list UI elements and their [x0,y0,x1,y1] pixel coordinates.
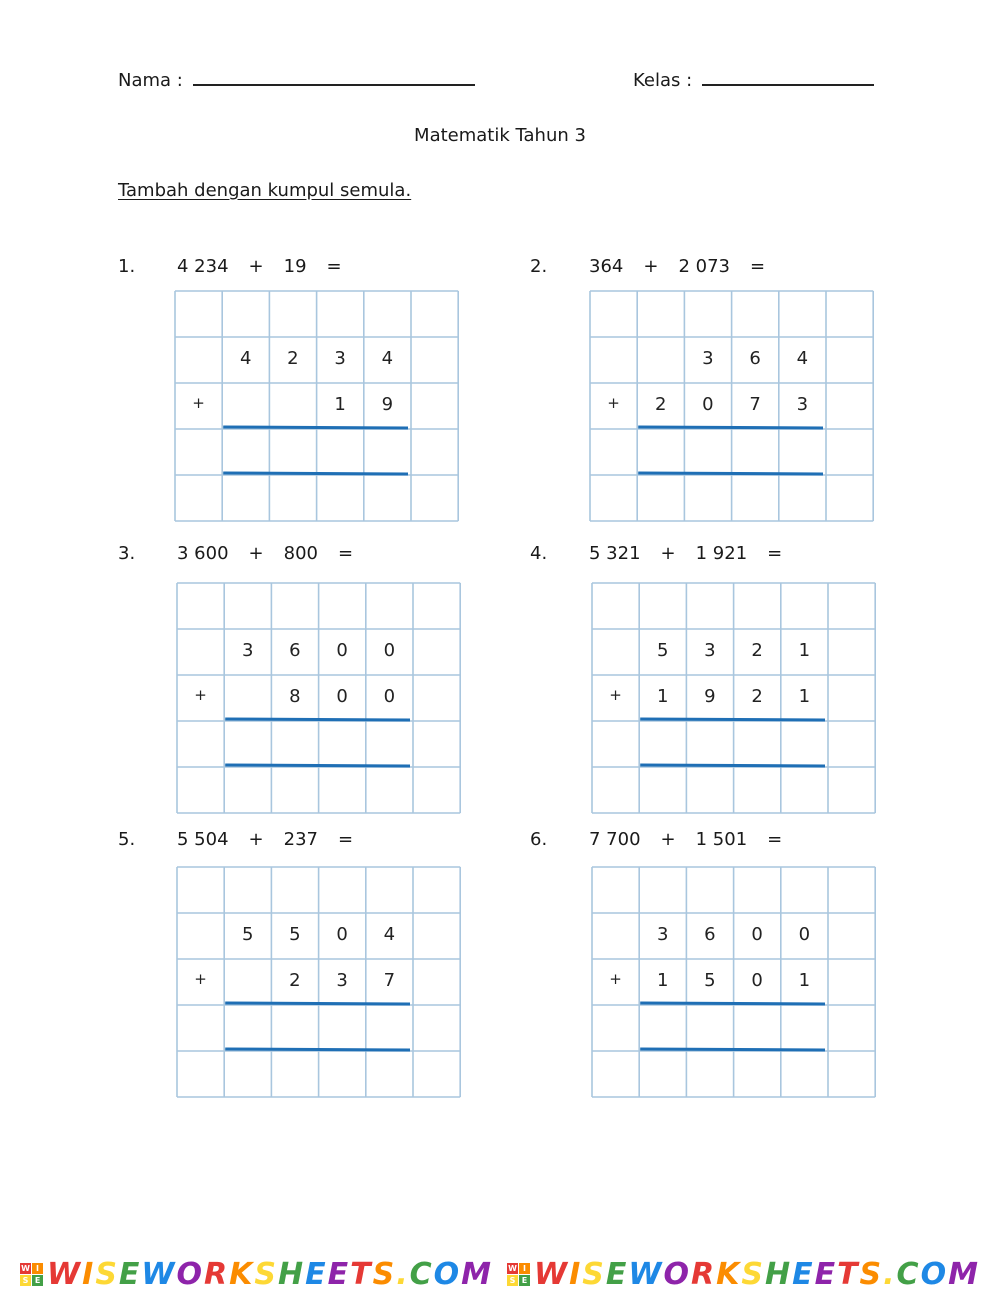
brand-letter: S [582,1256,606,1292]
answer-line [640,1049,825,1050]
question-expression [177,829,373,850]
digit-cell: 4 [796,348,809,369]
expr-b: 19 [283,256,307,277]
expr-b: 1 921 [695,543,748,564]
digit-cell: 0 [751,924,763,945]
brand-letter: R [690,1256,717,1292]
name-blank-line[interactable] [193,72,475,86]
question-number: 1. [118,256,136,277]
brand-letter: S [372,1256,397,1292]
logo-letter: S [507,1275,518,1286]
digit-cell: 0 [336,924,348,945]
brand-letter: M [948,1256,980,1292]
answer-line [225,1049,410,1050]
answer-grid[interactable] [591,582,876,814]
digit-cell: 6 [289,640,301,661]
plus-sign: + [194,686,207,704]
question-expression [177,543,373,564]
digit-cell: 5 [656,640,669,661]
expr-op: + [643,256,659,277]
brand-letter: W [534,1256,570,1292]
answer-line [640,719,825,720]
digit-cell: 0 [702,394,714,415]
brand-letter: T [350,1256,373,1292]
page-title: Matematik Tahun 3 [414,125,586,146]
digit-cell: 0 [383,686,396,707]
digit-cell: 5 [289,924,301,945]
brand-letter: S [95,1256,119,1292]
answer-line [225,1003,410,1004]
plus-sign: + [609,686,622,704]
brand-logo-icon [20,1263,43,1286]
brand-letter: H [764,1256,793,1292]
answer-grid[interactable] [174,290,459,522]
digit-cell: 8 [289,686,301,707]
plus-sign: + [194,970,207,988]
digit-cell: 9 [381,394,394,415]
digit-cell: 1 [798,970,811,991]
digit-cell: 3 [702,348,714,369]
digit-cell: 1 [798,686,811,707]
digit-cell: 3 [336,970,348,991]
expr-a: 4 234 [177,256,229,277]
expr-op: + [660,829,676,850]
brand-block-2 [507,1257,980,1292]
expr-b: 237 [283,829,318,850]
instruction: Tambah dengan kumpul semula. [118,180,412,201]
digit-cell: 0 [336,686,348,707]
digit-cell: 2 [751,686,763,707]
logo-letter: W [508,1263,517,1273]
footer-watermark [0,1254,1000,1294]
digit-cell: 0 [336,640,348,661]
expr-eq: = [767,543,783,564]
brand-letter: . [883,1256,897,1292]
digit-cell: 6 [704,924,716,945]
digit-cell: 0 [751,970,763,991]
logo-letter: W [21,1263,30,1273]
brand-letter: M [461,1256,493,1292]
answer-grid[interactable] [591,866,876,1098]
class-label: Kelas : [633,70,693,91]
digit-cell: 3 [656,924,669,945]
answer-line [638,427,823,428]
question-number: 4. [530,543,548,564]
expr-eq: = [326,256,342,277]
digit-cell: 0 [798,924,811,945]
brand-letter: W [141,1256,177,1292]
brand-letter: R [204,1256,230,1292]
digit-cell: 1 [656,686,669,707]
brand-letter: E [814,1256,838,1292]
answer-grid[interactable] [589,290,874,522]
brand-letter: . [396,1256,410,1292]
brand-letter: S [254,1256,278,1292]
brand-letter: E [792,1256,815,1292]
brand-letter: K [229,1256,255,1292]
logo-letter: S [20,1275,31,1286]
class-field [633,70,874,91]
digit-cell: 7 [749,394,761,415]
brand-logo-icon [507,1263,530,1286]
brand-text [534,1257,980,1292]
plus-sign: + [607,394,620,412]
brand-letter: I [569,1256,583,1292]
brand-letter: S [859,1256,884,1292]
digit-cell: 4 [239,348,252,369]
expr-op: + [248,543,264,564]
answer-line [638,473,823,474]
expr-eq: = [749,256,766,277]
plus-sign: + [192,394,205,412]
question-number: 3. [118,543,136,564]
brand-letter: E [605,1256,629,1292]
digit-cell: 3 [241,640,254,661]
answer-grid[interactable] [176,866,461,1098]
answer-line [225,719,410,720]
brand-letter: O [176,1256,205,1292]
question-expression [589,256,785,277]
brand-letter: C [896,1256,921,1292]
digit-cell: 4 [381,348,394,369]
logo-letter: I [519,1263,530,1274]
name-field [118,70,475,91]
digit-cell: 2 [654,394,667,415]
brand-letter: O [920,1256,949,1292]
question-expression [589,829,802,850]
answer-line [640,1003,825,1004]
expr-a: 3 600 [177,543,229,564]
name-label: Nama : [118,70,183,91]
digit-cell: 3 [334,348,346,369]
expr-op: + [660,543,676,564]
brand-letter: W [628,1256,664,1292]
brand-letter: W [47,1256,83,1292]
question-expression [177,256,362,277]
brand-letter: K [716,1256,742,1292]
answer-line [223,473,408,474]
digit-cell: 3 [704,640,716,661]
digit-cell: 1 [798,640,811,661]
brand-letter: I [82,1256,96,1292]
digit-cell: 1 [656,970,669,991]
brand-letter: E [305,1256,328,1292]
brand-letter: H [278,1256,306,1292]
digit-cell: 5 [704,970,716,991]
expr-eq: = [337,829,354,850]
brand-letter: E [327,1256,351,1292]
digit-cell: 1 [334,394,346,415]
digit-cell: 3 [796,394,809,415]
brand-block-1 [20,1257,493,1292]
expr-a: 364 [589,256,624,277]
expr-b: 800 [283,543,318,564]
expr-a: 5 321 [589,543,641,564]
expr-a: 5 504 [177,829,229,850]
question-number: 5. [118,829,136,850]
expr-eq: = [337,543,354,564]
plus-sign: + [609,970,622,988]
logo-letter: E [32,1275,43,1286]
digit-cell: 2 [289,970,301,991]
brand-text [47,1257,493,1292]
question-number: 6. [530,829,548,850]
digit-cell: 7 [383,970,396,991]
brand-letter: E [118,1256,142,1292]
answer-line [225,765,410,766]
digit-cell: 6 [749,348,761,369]
logo-letter: E [519,1275,530,1286]
answer-grid[interactable] [176,582,461,814]
expr-op: + [248,829,264,850]
brand-letter: S [741,1256,765,1292]
brand-letter: O [663,1256,691,1292]
expr-op: + [248,256,264,277]
digit-cell: 4 [383,924,396,945]
digit-cell: 5 [241,924,254,945]
expr-eq: = [767,829,783,850]
answer-line [223,427,408,428]
question-expression [589,543,802,564]
digit-cell: 2 [287,348,299,369]
digit-cell: 9 [704,686,716,707]
digit-cell: 0 [383,640,396,661]
brand-letter: T [837,1256,860,1292]
question-number: 2. [530,256,548,277]
expr-b: 2 073 [678,256,730,277]
expr-a: 7 700 [589,829,641,850]
brand-letter: O [433,1256,462,1292]
brand-letter: C [409,1256,434,1292]
logo-letter: I [32,1263,43,1274]
answer-line [640,765,825,766]
class-blank-line[interactable] [702,72,874,86]
digit-cell: 2 [751,640,763,661]
expr-b: 1 501 [695,829,748,850]
